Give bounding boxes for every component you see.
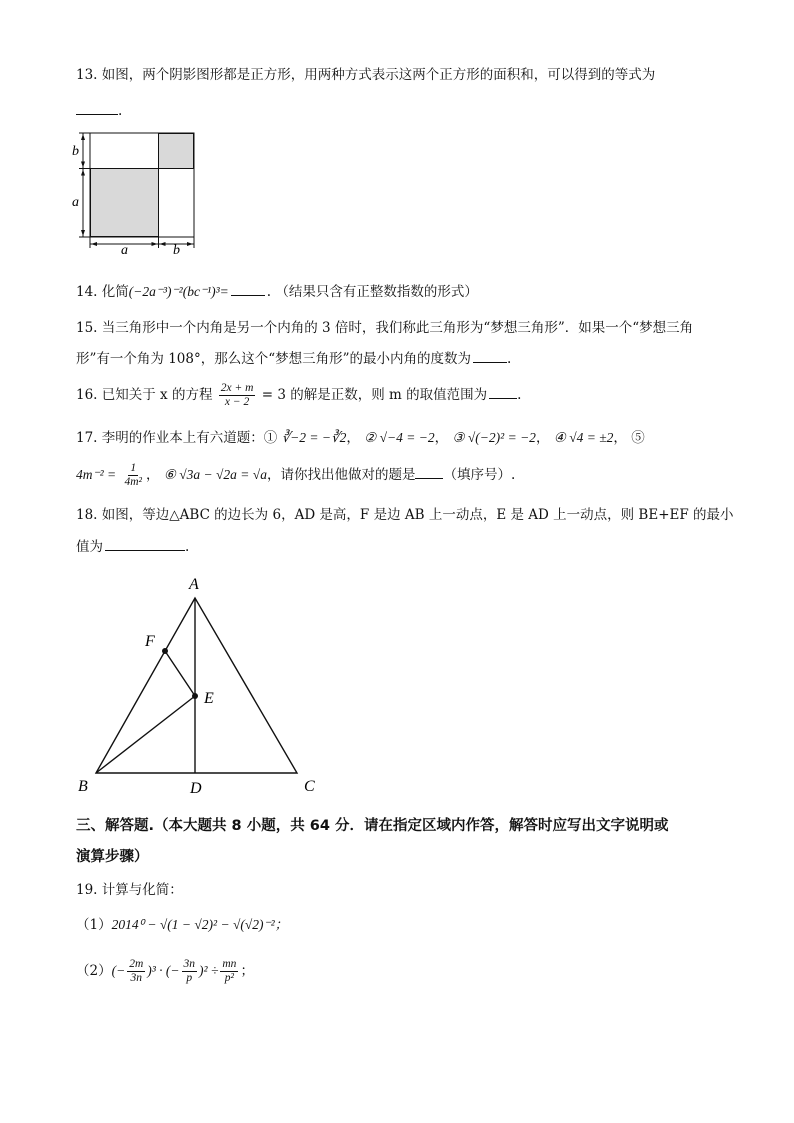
point-f[interactable]	[162, 648, 168, 654]
label-b-bottom: b	[173, 243, 180, 256]
q16-fraction	[219, 382, 256, 409]
q18-line1: 18. 如图，等边△ABC 的边长为 6，AD 是高，F 是边 AB 上一动点，E 是 AD 上一动点，则 BE+EF 的最小	[76, 507, 734, 523]
q18-line2	[76, 536, 189, 557]
q19-part2-end: ；	[240, 963, 254, 979]
q17-item3: ③ √(−2)² = −2	[452, 430, 536, 445]
point-e[interactable]	[192, 693, 198, 699]
frac1-num: 2m	[129, 958, 144, 970]
q17-item5-label: ⑤	[631, 430, 645, 446]
frac3-num: mn	[222, 958, 237, 970]
q18-triangle-figure	[70, 572, 330, 802]
q19-part2-open: (−	[111, 963, 126, 978]
q15-line2-text: 形”有一个角为 108°，那么这个“梦想三角形”的最小内角的度数为	[76, 351, 472, 367]
q16-prefix: 16. 已知关于 x 的方程	[76, 387, 213, 403]
q13-squares-figure	[68, 130, 208, 256]
q17-line1: 17. 李明的作业本上有六道题：① ∛−2 = −∛2， ② √−4 = −2， ③ √(−2)² = −2， ④ √4 = ±2， ⑤	[76, 430, 645, 446]
q19-part1	[76, 915, 288, 935]
triangle-abc	[96, 598, 297, 773]
q19-part2-mid: )³ · (−	[147, 963, 180, 978]
q17-item5-expr: 4m⁻² =	[76, 467, 117, 482]
q14-expression: (−2a⁻³)⁻²(bc⁻¹)³=	[128, 284, 229, 299]
q13-text: 13. 如图，两个阴影图形都是正方形，用两种方式表示这两个正方形的面积和，可以得到的等式为	[76, 67, 656, 83]
q17-item4: ④ √4 = ±2	[553, 430, 614, 445]
q17-frac-den: 4m²	[124, 476, 142, 488]
q17-item2: ② √−4 = −2	[364, 430, 435, 445]
q19-fraction-2	[182, 958, 198, 985]
label-a-left: a	[72, 195, 79, 210]
label-c: C	[304, 778, 315, 795]
frac1-den: 3n	[130, 972, 142, 984]
q17-tail: ，请你找出他做对的题是	[266, 467, 416, 483]
label-d: D	[190, 780, 202, 797]
q19-title: 19. 计算与化简：	[76, 882, 183, 898]
q14-line	[76, 281, 478, 302]
q17-item5-fraction	[122, 462, 144, 489]
q17-frac-num: 1	[130, 462, 137, 474]
small-shaded-square	[159, 134, 194, 169]
label-b-left: b	[72, 144, 79, 159]
answer-blank[interactable]	[231, 281, 265, 296]
q19-fraction-1	[127, 958, 145, 985]
answer-blank[interactable]	[76, 100, 118, 115]
q15-line1: 15. 当三角形中一个内角是另一个内角的 3 倍时，我们称此三角形为“梦想三角形”．如果一个“梦想三角	[76, 320, 694, 336]
q16-denominator: x − 2	[224, 396, 250, 408]
q17-tail2: （填序号）.	[443, 467, 516, 483]
q14-prefix: 14. 化简	[76, 284, 129, 300]
label-a: A	[189, 576, 199, 593]
frac2-den: p	[186, 972, 193, 984]
q19-part1-label: （1）	[76, 917, 112, 933]
answer-blank[interactable]	[415, 464, 443, 479]
frac2-num: 3n	[183, 958, 196, 970]
q15-line2	[76, 348, 511, 369]
answer-blank[interactable]	[473, 348, 507, 363]
q17-prefix: 17. 李明的作业本上有六道题：①	[76, 430, 278, 446]
q16-mid: = 3 的解是正数，则 m 的取值范围为	[261, 387, 488, 403]
q19-fraction-3	[220, 958, 238, 985]
q18-line2-text: 值为	[76, 539, 103, 555]
q19-part2-label: （2）	[76, 963, 112, 979]
label-b: B	[78, 778, 88, 795]
segment-be	[96, 696, 195, 773]
q19-part1-expr: 2014⁰ − √(1 − √2)² − √(√2)⁻²；	[111, 917, 289, 932]
q16-line	[76, 382, 521, 409]
answer-blank[interactable]	[105, 536, 185, 551]
q18-end: .	[185, 539, 190, 555]
label-f: F	[145, 633, 155, 650]
q13-answer-line	[76, 100, 122, 121]
q16-numerator: 2x + m	[220, 382, 254, 394]
section-heading-line2: 演算步骤）	[76, 849, 149, 865]
q14-suffix: . （结果只含有正整数指数的形式）	[266, 284, 478, 300]
frac3-den: p²	[224, 972, 234, 984]
q13-end: .	[118, 103, 123, 119]
q17-item6: ⑥ √3a − √2a = √a	[163, 467, 267, 482]
segment-ef	[165, 651, 195, 696]
answer-blank[interactable]	[489, 384, 517, 399]
q19-part2-div: )² ÷	[199, 963, 219, 978]
q19-part2	[76, 958, 254, 985]
section-heading-line1: 三、解答题.（本大题共 8 小题，共 64 分．请在指定区域内作答，解答时应写出文字说明或	[76, 818, 669, 834]
q17-item1: ∛−2 = −∛2	[281, 430, 347, 445]
label-a-bottom: a	[121, 243, 128, 256]
q15-end: .	[507, 351, 512, 367]
q17-line2: 4m⁻² = $\frac{1}{\text{4m²}}$ ， ⑥ √3a − √2a = √a，请你找出他做对的题是 （填序号）.	[76, 462, 516, 488]
label-e: E	[204, 690, 214, 707]
large-shaded-square	[91, 169, 159, 237]
q16-end: .	[517, 387, 522, 403]
